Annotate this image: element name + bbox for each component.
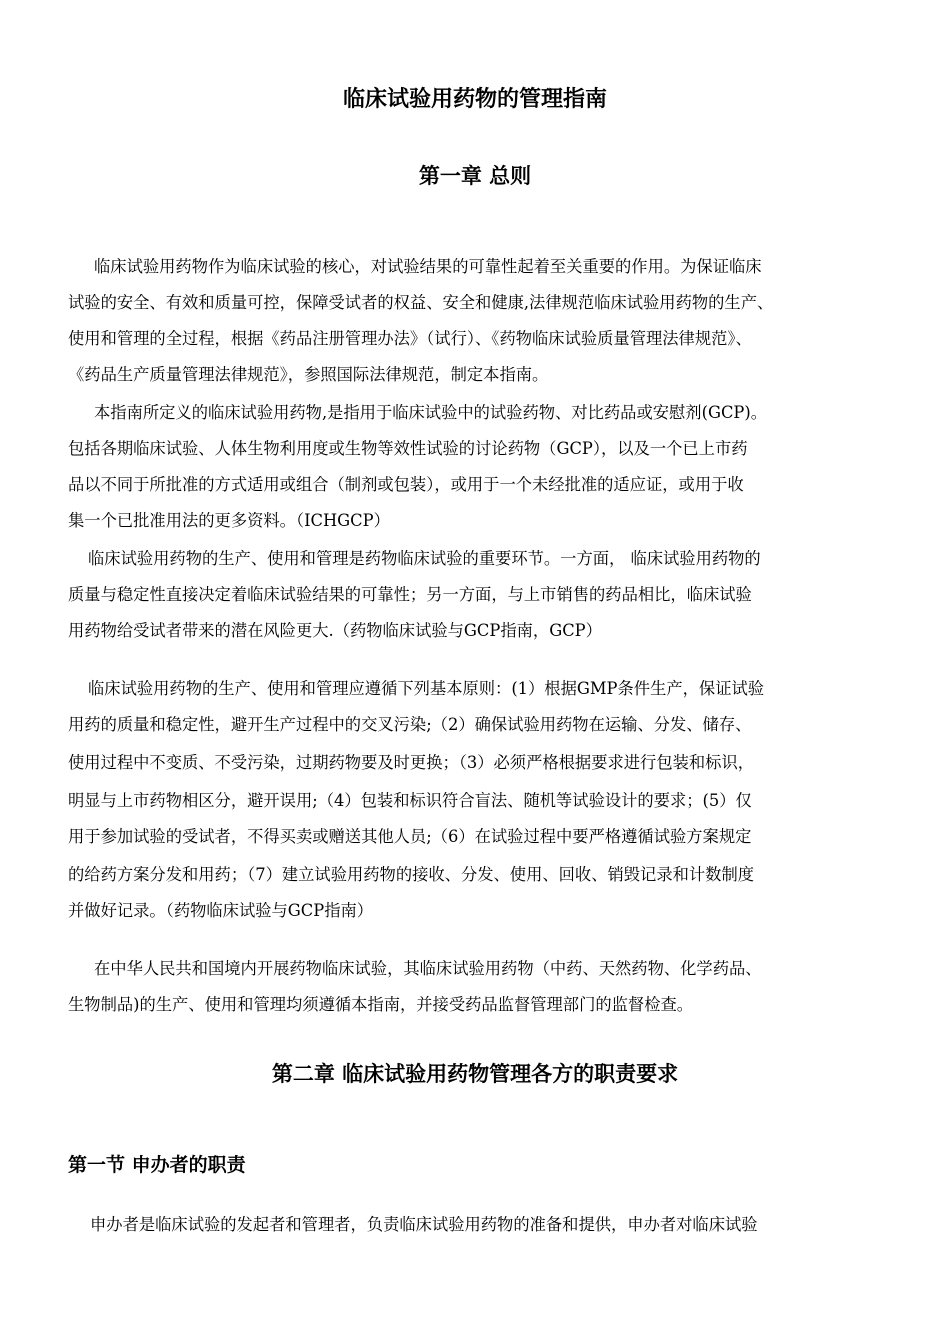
chapter-1-heading: 第一章 总则 (418, 164, 532, 188)
paragraph-line: 包括各期临床试验、人体生物利用度或生物等效性试验的讨论药物（GCP），以及一个已上市药 (68, 439, 748, 458)
paragraph-line: 使用过程中不变质、不受污染，过期药物要及时更换；（3）必须严格根据要求进行包装和标识， (68, 753, 755, 772)
paragraph-line: 本指南所定义的临床试验用药物,是指用于临床试验中的试验药物、对比药品或安慰剂(GCP)。 (94, 403, 767, 422)
paragraph-line: 在中华人民共和国境内开展药物临床试验，其临床试验用药物（中药、天然药物、化学药品、 (94, 959, 762, 978)
paragraph-line: 临床试验用药物的生产、使用和管理应遵循下列基本原则：(1）根据GMP条件生产，保证试验 (88, 679, 765, 698)
document-title: 临床试验用药物的管理指南 (342, 87, 607, 112)
paragraph-line: 临床试验用药物作为临床试验的核心，对试验结果的可靠性起着至关重要的作用。为保证临床 (94, 257, 762, 276)
paragraph-line: 《药品生产质量管理法律规范》，参照国际法律规范，制定本指南。 (68, 365, 549, 384)
paragraph-line: 用药的质量和稳定性，避开生产过程中的交叉污染;（2）确保试验用药物在运输、分发、储存、 (68, 715, 752, 734)
paragraph-line: 使用和管理的全过程，根据《药品注册管理办法》（试行）、《药物临床试验质量管理法律规范》、 (68, 329, 752, 348)
section-1-heading: 第一节 申办者的职责 (68, 1154, 246, 1176)
paragraph-line: 明显与上市药物相区分，避开误用;（4）包装和标识符合盲法、随机等试验设计的要求；(5）仅 (68, 791, 752, 810)
paragraph-line: 用于参加试验的受试者，不得买卖或赠送其他人员;（6）在试验过程中要严格遵循试验方案规定 (68, 827, 752, 846)
paragraph-line: 生物制品)的生产、使用和管理均须遵循本指南，并接受药品监督管理部门的监督检查。 (68, 995, 694, 1014)
paragraph-line: 试验的安全、有效和质量可控，保障受试者的权益、安全和健康,法律规范临床试验用药物的生产、 (68, 293, 774, 312)
chapter-2-heading: 第二章 临床试验用药物管理各方的职责要求 (271, 1062, 679, 1086)
paragraph-line: 用药物给受试者带来的潜在风险更大.（药物临床试验与GCP指南，GCP） (68, 621, 602, 640)
paragraph-line: 品以不同于所批准的方式适用或组合（制剂或包装），或用于一个未经批准的适应证，或用于收 (68, 475, 744, 494)
paragraph-line: 的给药方案分发和用药；（7）建立试验用药物的接收、分发、使用、回收、销毁记录和计数制度 (68, 865, 755, 884)
paragraph-line: 集一个已批准用法的更多资料。（ICHGCP） (68, 511, 390, 530)
paragraph-line: 临床试验用药物的生产、使用和管理是药物临床试验的重要环节。一方面， 临床试验用药物的 (88, 549, 761, 568)
paragraph-line: 质量与稳定性直接决定着临床试验结果的可靠性；另一方面，与上市销售的药品相比，临床试验 (68, 585, 752, 604)
paragraph-line: 申办者是临床试验的发起者和管理者，负责临床试验用药物的准备和提供，申办者对临床试验 (90, 1215, 758, 1234)
paragraph-line: 并做好记录。（药物临床试验与GCP指南） (68, 901, 374, 920)
